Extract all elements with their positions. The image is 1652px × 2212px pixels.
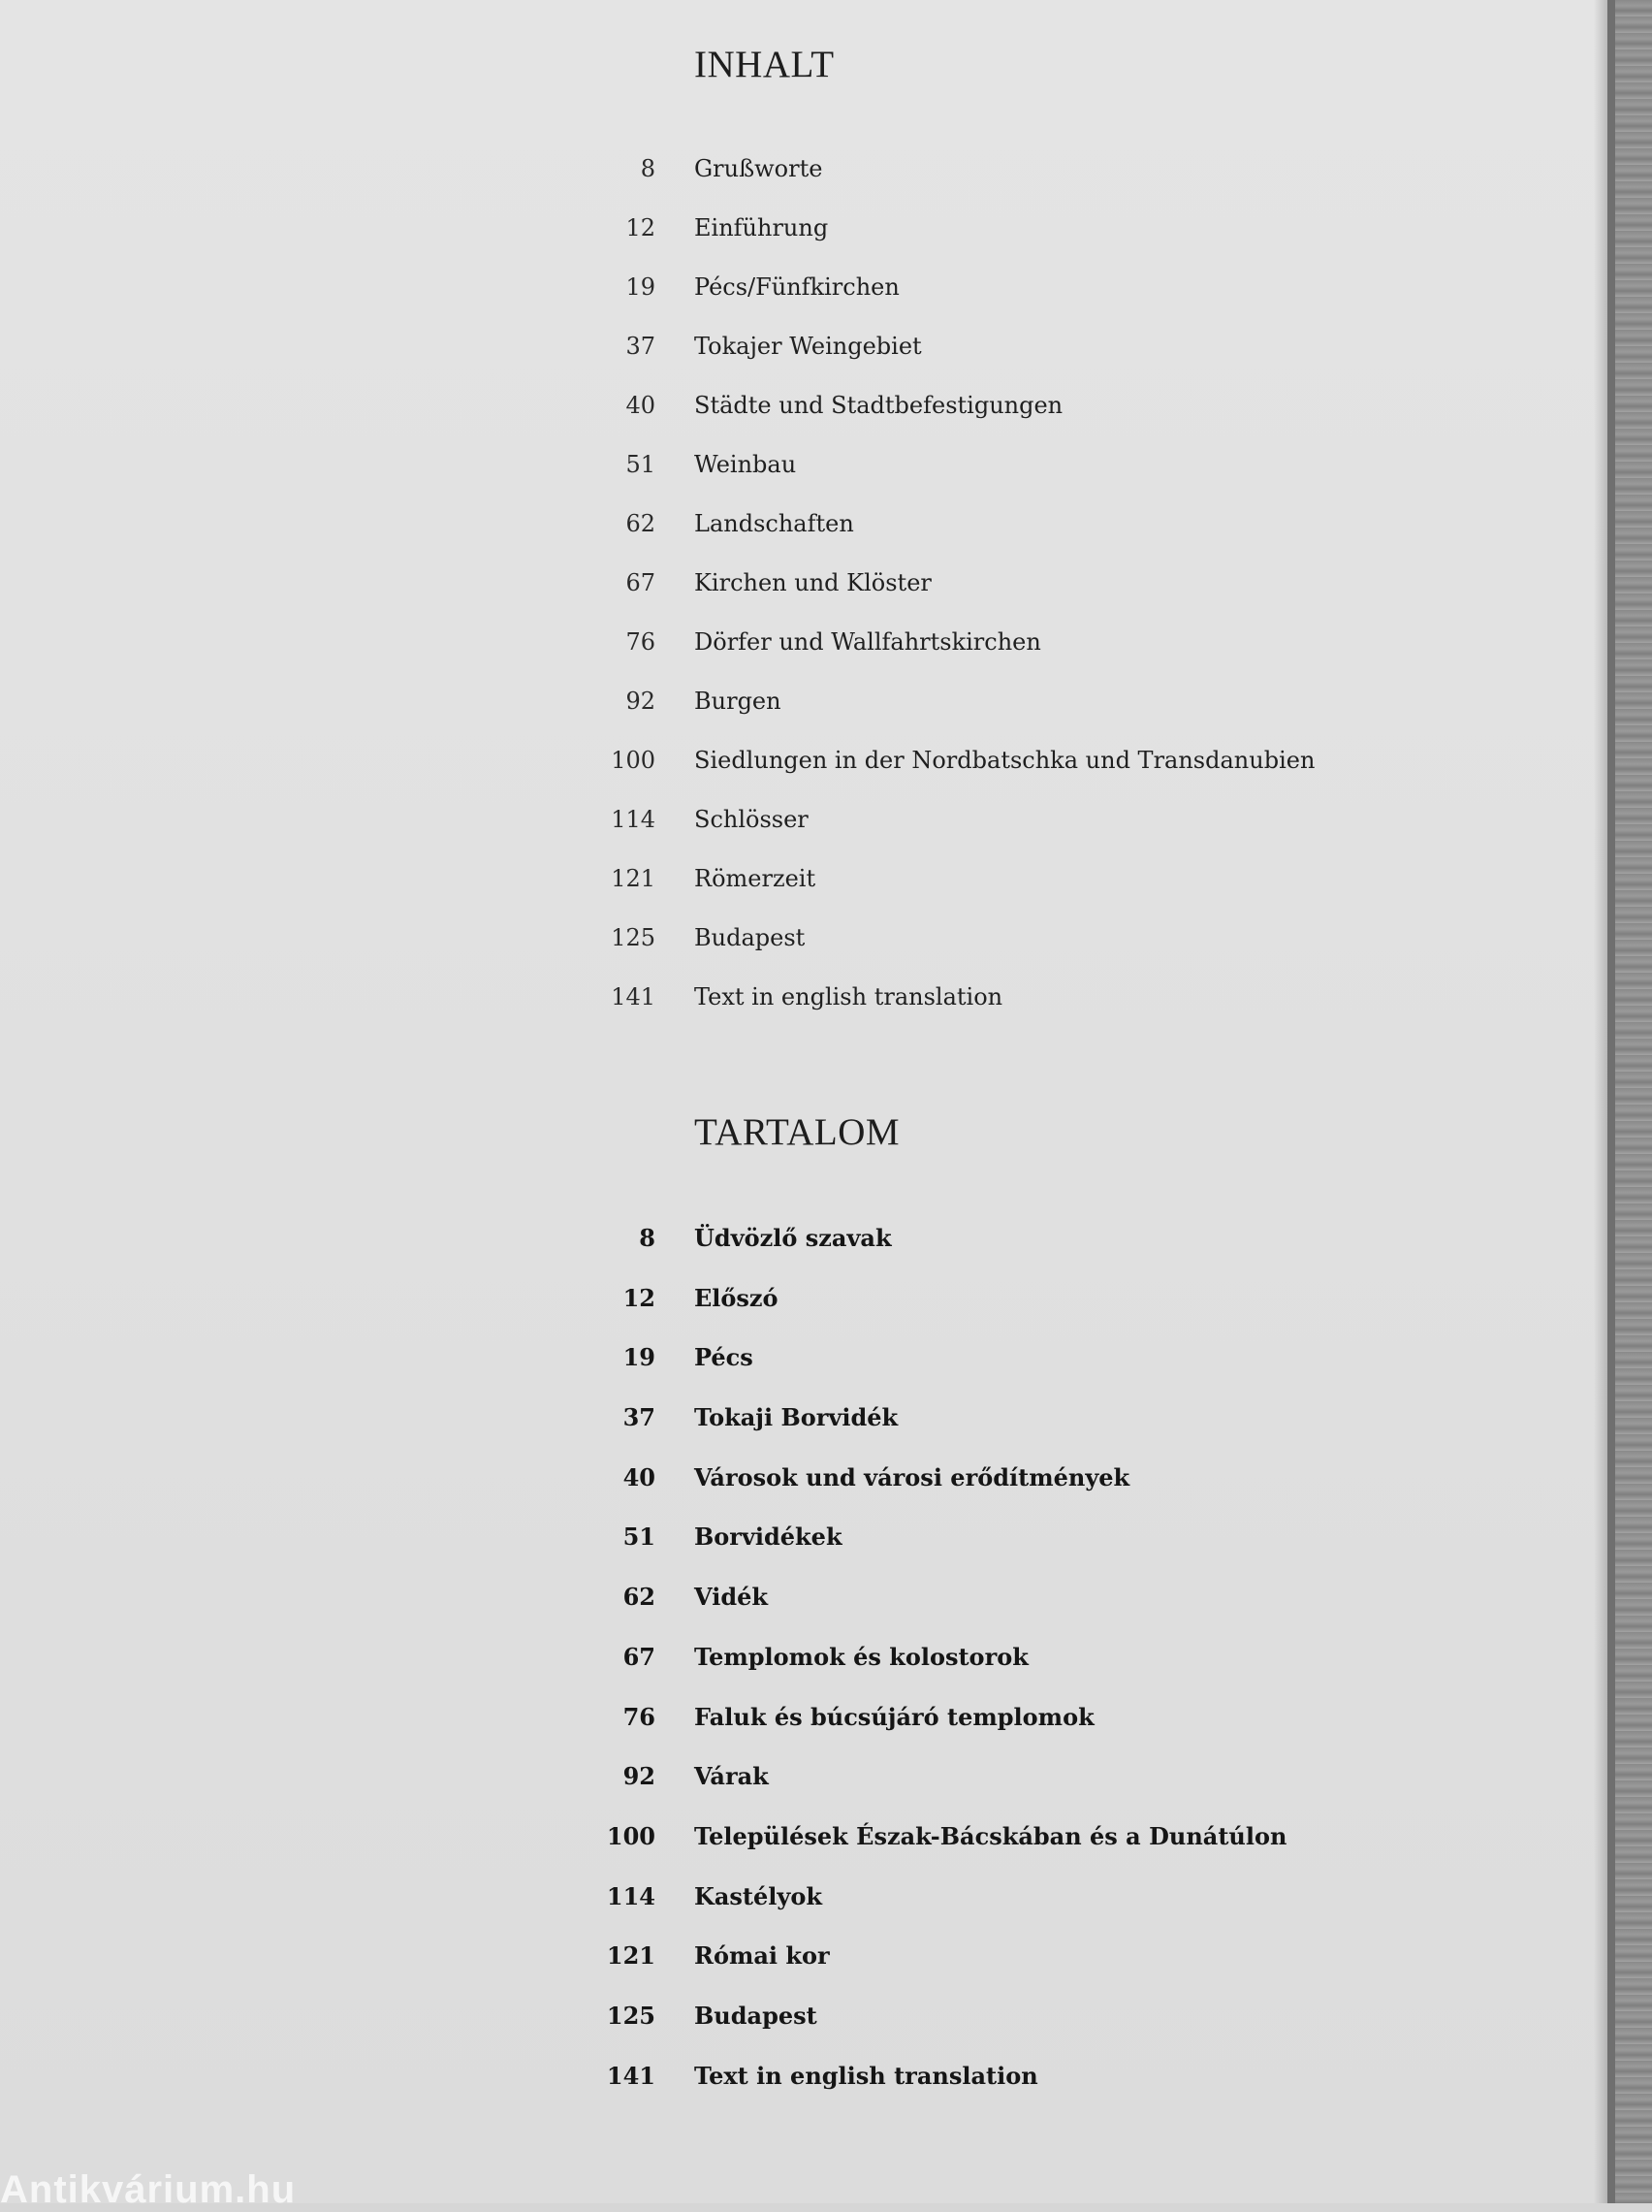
toc-page-number: 141 (611, 983, 655, 1010)
toc-page-number: 8 (639, 1224, 655, 1252)
toc-entry-title: Tokajer Weingebiet (694, 333, 922, 360)
watermark: Antikvárium.hu (0, 2168, 297, 2211)
toc-entry (582, 1882, 1338, 1942)
toc-page-number: 100 (611, 747, 655, 774)
toc-page-number: 76 (625, 628, 655, 656)
toc-entry (582, 865, 1338, 924)
toc-entry (582, 1284, 1338, 1344)
toc-entry-title: Faluk és búcsújáró templomok (694, 1702, 1095, 1731)
toc-entry-title: Grußworte (694, 155, 823, 182)
toc-entry (582, 1703, 1338, 1763)
toc-page-number: 76 (622, 1702, 655, 1731)
toc-page-number: 62 (625, 510, 655, 537)
toc-page-number: 67 (622, 1642, 655, 1671)
toc-entry (582, 1941, 1338, 2002)
inhalt-heading: INHALT (694, 44, 835, 85)
toc-page-number: 8 (640, 155, 655, 182)
toc-entry-title: Römerzeit (694, 865, 816, 892)
toc-entry-title: Kirchen und Klöster (694, 569, 932, 596)
toc-page-number: 121 (606, 1941, 655, 1971)
toc-entry-title: Kastélyok (694, 1881, 822, 1910)
toc-page-number: 92 (622, 1762, 655, 1791)
toc-entry (582, 569, 1338, 628)
toc-entry (582, 155, 1338, 214)
toc-entry-title: Előszó (694, 1283, 778, 1312)
toc-page-number: 125 (611, 924, 655, 951)
toc-page-number: 121 (611, 865, 655, 892)
toc-entry-title: Städte und Stadtbefestigungen (694, 392, 1064, 419)
toc-entry-title: Budapest (694, 924, 806, 951)
toc-entry-title: Pécs/Fünfkirchen (694, 273, 900, 301)
toc-entry (582, 1762, 1338, 1822)
toc-entry (582, 273, 1338, 333)
toc-entry (582, 1523, 1338, 1583)
toc-entry (582, 2062, 1338, 2122)
toc-entry (582, 214, 1338, 273)
toc-entry (582, 924, 1338, 983)
toc-entry-title: Schlösser (694, 806, 809, 833)
toc-page-number: 37 (622, 1403, 655, 1432)
tartalom-toc-list (582, 1224, 1338, 2121)
toc-page-number: 125 (606, 2001, 655, 2030)
toc-entry-title: Siedlungen in der Nordbatschka und Transdanubien (694, 747, 1316, 774)
toc-entry (582, 983, 1338, 1042)
toc-entry-title: Vidék (694, 1583, 768, 1612)
toc-entry (582, 628, 1338, 688)
toc-entry-title: Text in english translation (694, 2061, 1038, 2090)
toc-entry-title: Települések Észak-Bácskában és a Dunátúlon (694, 1821, 1287, 1850)
toc-entry-title: Landschaften (694, 510, 854, 537)
toc-page-number: 19 (622, 1343, 655, 1372)
toc-page-number: 40 (625, 392, 655, 419)
toc-entry (582, 2002, 1338, 2062)
toc-entry (582, 747, 1338, 806)
toc-entry-title: Templomok és kolostorok (694, 1642, 1029, 1671)
toc-entry (582, 1643, 1338, 1703)
toc-page-number: 12 (625, 214, 655, 241)
inhalt-toc-list (582, 155, 1338, 1042)
toc-entry-title: Einführung (694, 214, 829, 241)
tartalom-heading: TARTALOM (694, 1111, 901, 1153)
toc-entry-title: Várak (694, 1762, 769, 1791)
toc-entry (582, 333, 1338, 392)
toc-entry (582, 688, 1338, 747)
toc-entry (582, 806, 1338, 865)
toc-entry (582, 392, 1338, 451)
toc-entry-title: Dörfer und Wallfahrtskirchen (694, 628, 1041, 656)
toc-entry-title: Városok und városi erődítmények (694, 1462, 1130, 1491)
toc-page-number: 114 (606, 1881, 655, 1910)
toc-entry (582, 1224, 1338, 1284)
toc-entry-title: Burgen (694, 688, 781, 715)
toc-page-number: 12 (622, 1283, 655, 1312)
toc-page-number: 92 (625, 688, 655, 715)
toc-entry-title: Borvidékek (694, 1523, 842, 1552)
toc-page-number: 141 (606, 2061, 655, 2090)
toc-entry (582, 1343, 1338, 1403)
toc-page-number: 67 (625, 569, 655, 596)
toc-entry (582, 510, 1338, 569)
toc-page-number: 62 (622, 1583, 655, 1612)
toc-entry (582, 1463, 1338, 1523)
toc-page-number: 37 (625, 333, 655, 360)
toc-entry (582, 1822, 1338, 1882)
toc-entry-title: Tokaji Borvidék (694, 1403, 899, 1432)
toc-page-number: 51 (625, 451, 655, 478)
toc-page-number: 19 (625, 273, 655, 301)
toc-entry (582, 1583, 1338, 1643)
toc-page-number: 40 (622, 1462, 655, 1491)
toc-entry-title: Budapest (694, 2001, 817, 2030)
toc-entry (582, 1403, 1338, 1463)
toc-entry-title: Text in english translation (694, 983, 1003, 1010)
toc-entry-title: Üdvözlő szavak (694, 1224, 892, 1252)
toc-entry (582, 451, 1338, 510)
toc-entry-title: Pécs (694, 1343, 753, 1372)
toc-page-number: 114 (611, 806, 655, 833)
toc-entry-title: Weinbau (694, 451, 797, 478)
toc-entry-title: Római kor (694, 1941, 830, 1971)
toc-page-number: 100 (606, 1821, 655, 1850)
page-edge-stack (1607, 0, 1652, 2203)
toc-page-number: 51 (622, 1523, 655, 1552)
